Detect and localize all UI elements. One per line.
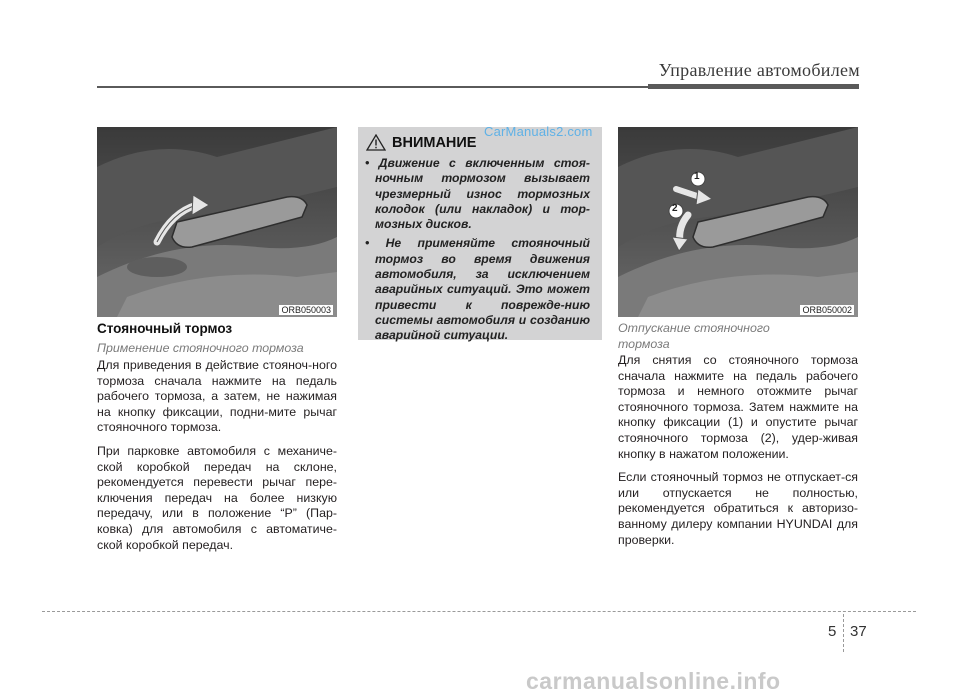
dealer-paragraph: Если стояночный тормоз не отпускает-ся или отпускается не полностью, рекомендуется обратиться к авторизо-ванному дилеру компании HYUNDAI для проверки. (618, 470, 858, 547)
release-subheading-line2: тормоза (618, 336, 670, 351)
parking-slope-paragraph: При парковке автомобиля с механиче-ской коробкой передач на склоне, рекомендуется перевести рычаг пере-ключения передач на более низкую передачу, или в положение “P” (Пар-ковка) для автомобиля с автоматиче-ской коробкой передач. (97, 443, 337, 552)
site-watermark-footer: carmanualsonline.info (526, 668, 781, 694)
release-subheading-line1: Отпускание стояночного (618, 321, 770, 335)
apply-paragraph: Для приведения в действие стояноч-ного тормоза сначала нажмите на педаль рабочего тормоза, а затем, не нажимая на кнопку фиксации, подни-мите рычаг стояночного тормоза. (97, 358, 337, 435)
page-number-separator (843, 614, 844, 652)
footer-rule (42, 611, 916, 612)
image-code: ORB050002 (802, 305, 852, 315)
apply-subheading: Применение стояночного тормоза (97, 341, 304, 355)
callout-2-label: 2 (672, 203, 678, 214)
warning-item: • Не применяйте стояночный тормоз во время движения автомобиля, за исключением аварийных ситуаций. Это может привести к поврежде-нию системы автомобиля и созданию аварийной ситуации. (365, 236, 590, 343)
apply-text (97, 358, 337, 561)
parking-brake-apply-photo (97, 127, 337, 317)
release-text (618, 353, 858, 556)
watermark-text: CarManuals2.com (484, 124, 593, 139)
warning-list (365, 156, 590, 348)
running-header-title: Управление автомобилем (658, 60, 860, 80)
chapter-number: 5 (828, 623, 837, 640)
page-number: 37 (850, 623, 867, 640)
warning-item: • Движение с включенным стоя-ночным тормозом вызывает чрезмерный износ тормозных колодок (или накладок) и тор-мозных дисков. (365, 156, 590, 232)
callout-1-label: 1 (694, 171, 700, 182)
parking-brake-release-photo (618, 127, 858, 317)
header-rule-accent (648, 84, 859, 89)
release-subheading (618, 321, 770, 352)
warning-triangle-icon (366, 134, 386, 151)
section-heading: Стояночный тормоз (97, 321, 233, 336)
image-code: ORB050003 (281, 305, 331, 315)
release-paragraph: Для снятия со стояночного тормоза сначала нажмите на педаль рабочего тормоза и немного отожмите рычаг стояночного тормоза. Затем нажмите на кнопку фиксации (1) и опустите рычаг стояночного тормоза (2), удер-живая кнопку в нажатом положении. (618, 353, 858, 461)
warning-title: ВНИМАНИЕ (392, 135, 477, 151)
